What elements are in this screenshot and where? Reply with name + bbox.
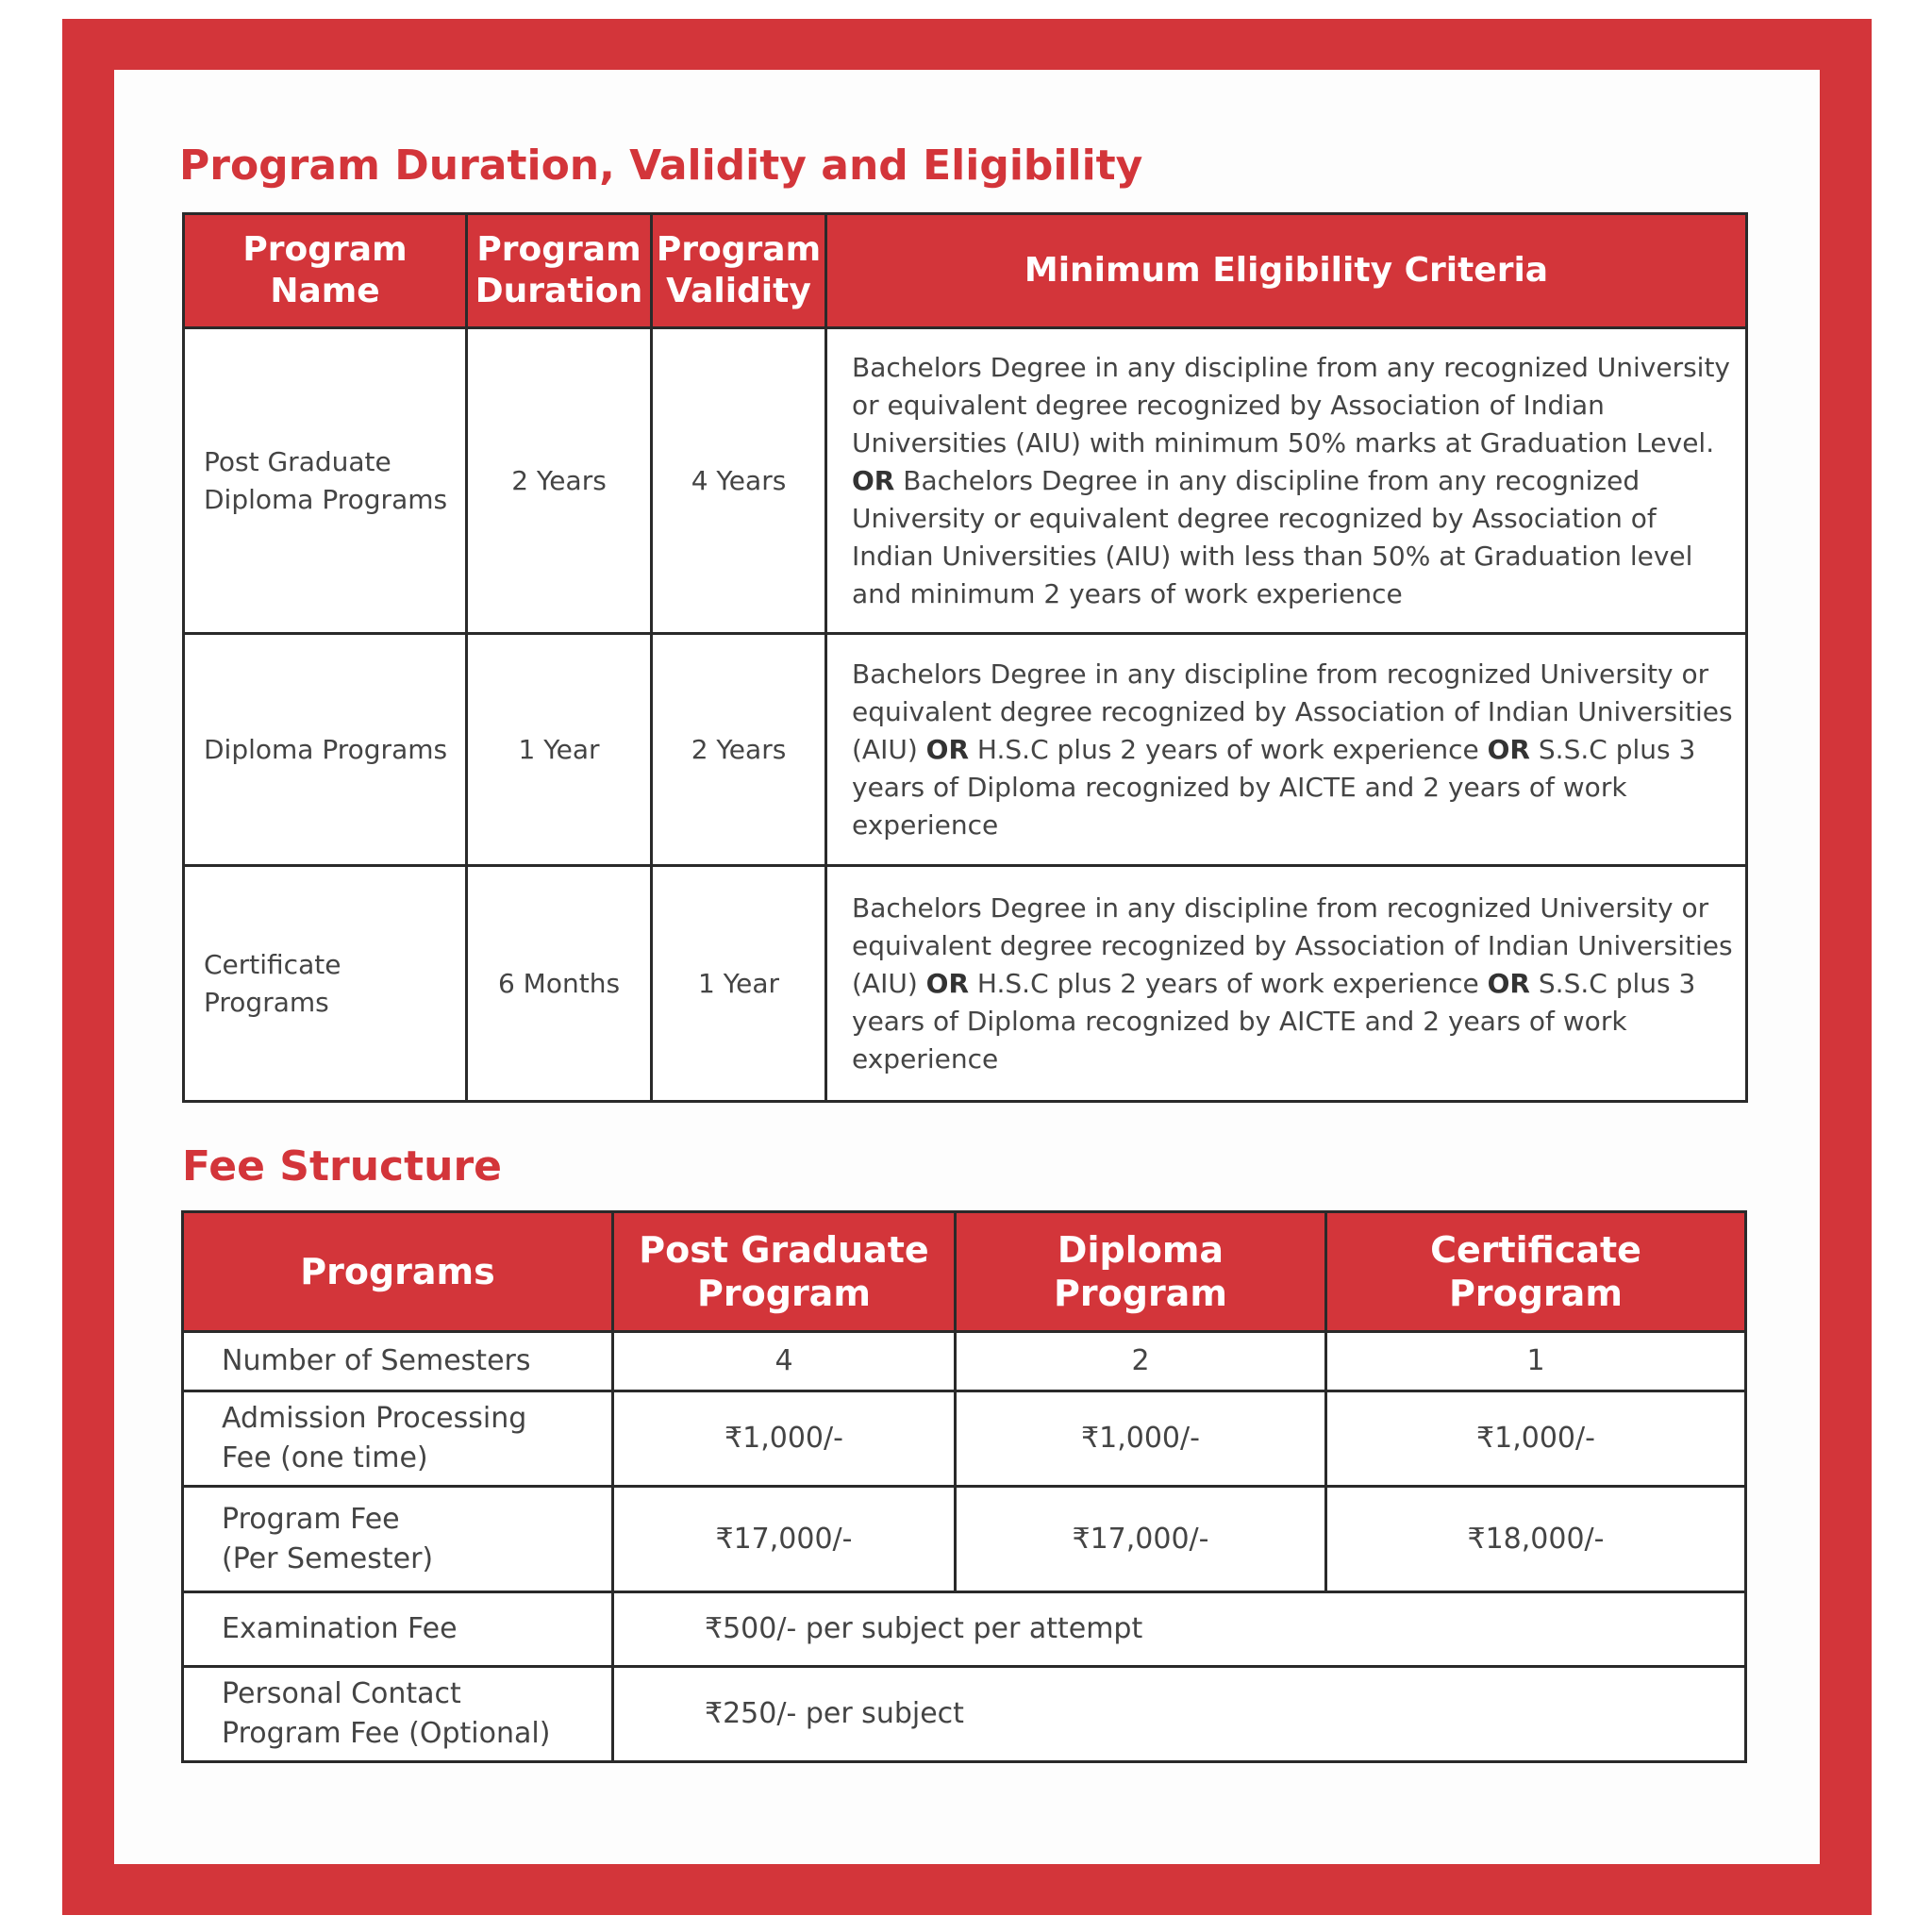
diploma-value: ₹17,000/-	[956, 1487, 1326, 1592]
criteria-cell	[826, 866, 1747, 1102]
criteria-text: Bachelors Degree in any discipline from any recognized University or equivalent degree recognized by Association of Indian Universities (AIU) with less than 50% at Graduation level and minimum 2 years of work experience	[852, 464, 1693, 609]
fee-section-title: Fee Structure	[182, 1142, 503, 1191]
program-name-cell: Certificate Programs	[184, 866, 467, 1102]
criteria-text: S.S.C plus 3 years of Diploma recognized by AICTE and 2 years of work experience	[852, 733, 1696, 841]
validity-cell: 2 Years	[652, 634, 826, 866]
header-program-validity: Program Validity	[652, 214, 826, 328]
header-certificate: Certificate Program	[1326, 1212, 1746, 1332]
validity-cell: 1 Year	[652, 866, 826, 1102]
eligibility-header-row	[184, 214, 1747, 328]
table-row	[183, 1487, 1746, 1592]
fee-table	[181, 1210, 1747, 1763]
certificate-value: 1	[1326, 1332, 1746, 1391]
header-eligibility-criteria: Minimum Eligibility Criteria	[826, 214, 1747, 328]
program-name-cell: Diploma Programs	[184, 634, 467, 866]
criteria-text: Bachelors Degree in any discipline from recognized University or equivalent degree recognized by Association of Indian Universities (AIU)	[852, 658, 1733, 765]
diploma-value: 2	[956, 1332, 1326, 1391]
diploma-value: ₹1,000/-	[956, 1391, 1326, 1487]
duration-cell: 2 Years	[467, 328, 652, 634]
eligibility-section-title: Program Duration, Validity and Eligibility	[179, 142, 1143, 190]
certificate-value: ₹18,000/-	[1326, 1487, 1746, 1592]
personal-contact-fee-value: ₹250/- per subject	[613, 1667, 1746, 1762]
or-keyword: OR	[925, 733, 970, 765]
header-program-name: Program Name	[184, 214, 467, 328]
pg-value: ₹17,000/-	[613, 1487, 956, 1592]
criteria-text: Bachelors Degree in any discipline from recognized University or equivalent degree recognized by Association of Indian Universities (AIU)	[852, 891, 1733, 999]
table-row	[183, 1391, 1746, 1487]
table-row	[184, 328, 1747, 634]
row-label: Examination Fee	[183, 1592, 613, 1667]
criteria-text: S.S.C plus 3 years of Diploma recognized by AICTE and 2 years of work experience	[852, 967, 1696, 1074]
criteria-text: Bachelors Degree in any discipline from any recognized University or equivalent degree recognized by Association of Indian Universities (AIU) with minimum 50% marks at Graduation Level.	[852, 351, 1730, 458]
examination-fee-value: ₹500/- per subject per attempt	[613, 1592, 1746, 1667]
header-diploma: Diploma Program	[956, 1212, 1326, 1332]
validity-cell: 4 Years	[652, 328, 826, 634]
row-label: Personal Contact Program Fee (Optional)	[183, 1667, 613, 1762]
pg-value: ₹1,000/-	[613, 1391, 956, 1487]
table-row	[184, 634, 1747, 866]
row-label: Program Fee (Per Semester)	[183, 1487, 613, 1592]
table-row	[183, 1592, 1746, 1667]
table-row	[184, 866, 1747, 1102]
or-keyword: OR	[852, 464, 895, 496]
eligibility-table	[182, 212, 1748, 1103]
program-name-cell: Post Graduate Diploma Programs	[184, 328, 467, 634]
certificate-value: ₹1,000/-	[1326, 1391, 1746, 1487]
duration-cell: 6 Months	[467, 866, 652, 1102]
header-programs: Programs	[183, 1212, 613, 1332]
table-row	[183, 1332, 1746, 1391]
duration-cell: 1 Year	[467, 634, 652, 866]
or-keyword: OR	[1487, 733, 1530, 765]
fee-header-row	[183, 1212, 1746, 1332]
or-keyword: OR	[925, 967, 970, 999]
row-label: Admission Processing Fee (one time)	[183, 1391, 613, 1487]
row-label: Number of Semesters	[183, 1332, 613, 1391]
header-post-graduate: Post Graduate Program	[613, 1212, 956, 1332]
criteria-cell	[826, 634, 1747, 866]
pg-value: 4	[613, 1332, 956, 1391]
criteria-cell	[826, 328, 1747, 634]
header-program-duration: Program Duration	[467, 214, 652, 328]
table-row	[183, 1667, 1746, 1762]
criteria-text: H.S.C plus 2 years of work experience	[969, 733, 1488, 765]
criteria-text: H.S.C plus 2 years of work experience	[969, 967, 1488, 999]
or-keyword: OR	[1487, 967, 1530, 999]
